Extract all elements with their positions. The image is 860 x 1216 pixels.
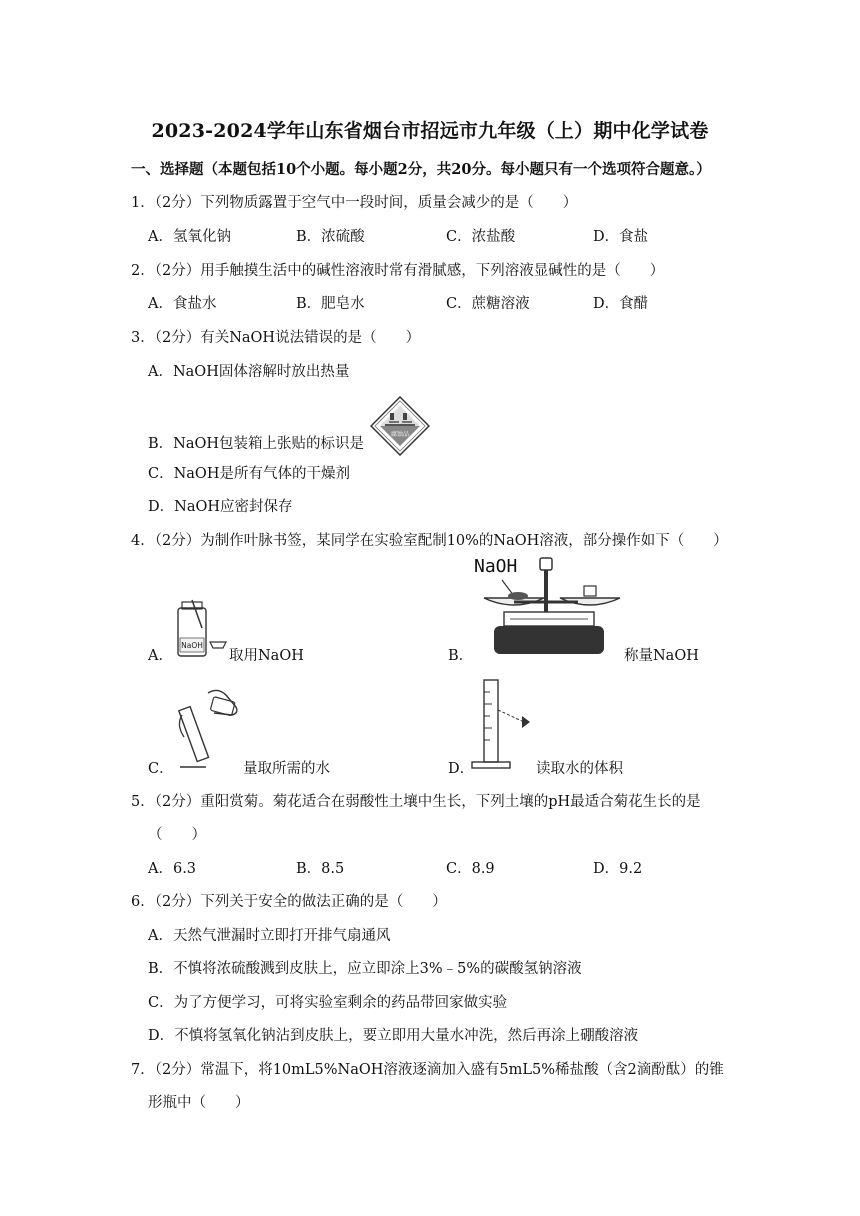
balance-figure [474, 556, 624, 660]
q4-option-a-letter: A． [148, 648, 173, 664]
q4-option-b-text: 称量NaOH [624, 648, 699, 664]
reagent-bottle-label: NaOH [181, 641, 203, 650]
q4-option-d-text: 读取水的体积 [536, 761, 623, 777]
q6-option-a: A．天然气泄漏时立即打开排气扇通风 [148, 928, 391, 944]
balance-naoh-label: NaOH [474, 556, 518, 577]
q4-option-c-text: 量取所需的水 [243, 761, 330, 777]
q3-option-b: B．NaOH包装箱上张贴的标识是 [148, 436, 365, 452]
q5-option-b: B．8.5 [296, 861, 345, 877]
q4-option-b-letter: B． [448, 648, 474, 664]
section-heading: 一、选择题（本题包括10个小题。每小题2分，共20分。每小题只有一个选项符合题意。） [131, 161, 711, 178]
q1-option-c: C．浓盐酸 [446, 229, 516, 245]
take-naoh-figure [170, 598, 230, 662]
q3-option-a: A．NaOH固体溶解时放出热量 [148, 364, 350, 380]
q6-option-d: D．不慎将氢氧化钠沾到皮肤上，要立即用大量水冲洗，然后再涂上硼酸溶液 [148, 1028, 639, 1044]
question-6-stem: 6．（2分）下列关于安全的做法正确的是（ ） [131, 894, 447, 910]
q1-option-a: A．氢氧化钠 [148, 229, 231, 245]
question-5-stem-cont: （ ） [148, 827, 206, 843]
corrosive-sign-figure [370, 396, 430, 456]
question-3-stem: 3．（2分）有关NaOH说法错误的是（ ） [131, 330, 421, 346]
q4-option-c-letter: C． [148, 761, 174, 777]
q1-option-d: D．食盐 [593, 229, 649, 245]
pour-water-figure [172, 685, 244, 775]
question-2-stem: 2．（2分）用手触摸生活中的碱性溶液时常有滑腻感，下列溶液显碱性的是（ ） [131, 263, 665, 279]
q2-option-b: B．肥皂水 [296, 296, 365, 312]
exam-title: 2023-2024学年山东省烟台市招远市九年级（上）期中化学试卷 [151, 120, 709, 142]
question-7-stem: 7．（2分）常温下，将10mL5%NaOH溶液逐滴加入盛有5mL5%稀盐酸（含2滴酚酞）的锥 [131, 1062, 724, 1078]
q5-option-c: C．8.9 [446, 861, 495, 877]
q2-option-a: A．食盐水 [148, 296, 217, 312]
q3-option-d: D．NaOH应密封保存 [148, 499, 293, 515]
q2-option-c: C．蔗糖溶液 [446, 296, 530, 312]
question-7-stem-cont: 形瓶中（ ） [148, 1095, 250, 1111]
q6-option-c: C．为了方便学习，可将实验室剩余的药品带回家做实验 [148, 995, 508, 1011]
read-volume-figure [470, 676, 540, 774]
q4-option-d-letter: D． [448, 761, 475, 777]
q6-option-b: B．不慎将浓硫酸溅到皮肤上，应立即涂上3%﹣5%的碳酸氢钠溶液 [148, 961, 582, 977]
q5-option-d: D．9.2 [593, 861, 643, 877]
q3-option-c: C．NaOH是所有气体的干燥剂 [148, 466, 350, 482]
q4-option-a-text: 取用NaOH [229, 648, 304, 664]
corrosive-sign-label: 腐蚀品 [390, 431, 410, 438]
q1-option-b: B．浓硫酸 [296, 229, 365, 245]
question-5-stem: 5．（2分）重阳赏菊。菊花适合在弱酸性土壤中生长，下列土壤的pH最适合菊花生长的是 [131, 794, 701, 810]
q5-option-a: A．6.3 [148, 861, 197, 877]
question-4-stem: 4．（2分）为制作叶脉书签，某同学在实验室配制10%的NaOH溶液，部分操作如下（ ） [131, 533, 728, 549]
question-1-stem: 1．（2分）下列物质露置于空气中一段时间，质量会减少的是（ ） [131, 195, 578, 211]
q2-option-d: D．食醋 [593, 296, 649, 312]
